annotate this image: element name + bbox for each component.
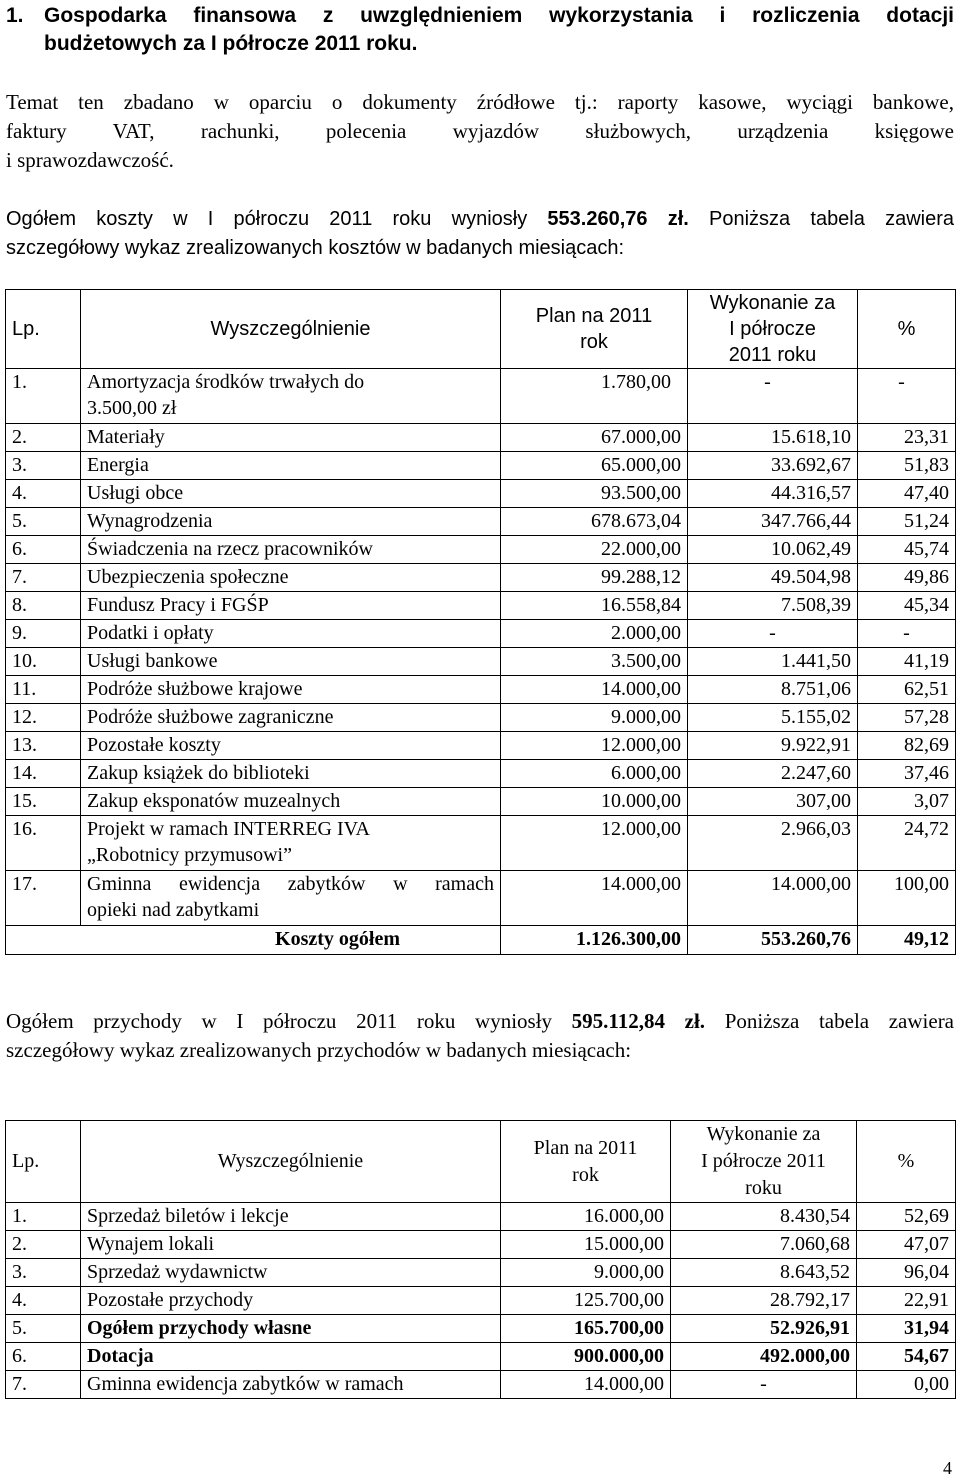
table-row	[6, 1259, 956, 1287]
row-plan: 10.000,00	[501, 788, 688, 816]
row-execution: 7.060,68	[671, 1231, 857, 1259]
row-number: 4.	[6, 1287, 81, 1315]
row-plan: 16.000,00	[501, 1203, 671, 1231]
header-percent: %	[857, 1121, 956, 1203]
row-execution: 8.643,52	[671, 1259, 857, 1287]
row-item-name: Podatki i opłaty	[81, 620, 501, 648]
table-row	[6, 732, 956, 760]
table-row	[6, 424, 956, 452]
row-plan: 22.000,00	[501, 536, 688, 564]
table-row	[6, 620, 956, 648]
row-percent: 24,72	[858, 816, 956, 871]
row-execution: 347.766,44	[688, 508, 858, 536]
table-row	[6, 1315, 956, 1343]
row-item-name: Dotacja	[81, 1343, 501, 1371]
row-number: 17.	[6, 871, 81, 926]
table-row	[6, 1371, 956, 1399]
row-execution: 7.508,39	[688, 592, 858, 620]
heading-line-2: budżetowych za I półrocze 2011 roku.	[44, 32, 418, 55]
row-execution: 9.922,91	[688, 732, 858, 760]
row-item-name: Gminna ewidencja zabytków w ramach	[81, 1371, 501, 1399]
row-execution: 15.618,10	[688, 424, 858, 452]
row-plan: 65.000,00	[501, 452, 688, 480]
heading-line-1: Gospodarka finansowa z uwzględnieniem wykorzystania i rozliczenia dotacji	[44, 4, 954, 27]
header-execution: Wykonanie za I półrocze 2011 roku	[671, 1121, 857, 1203]
header-plan: Plan na 2011 rok	[501, 290, 688, 369]
total-plan: 1.126.300,00	[501, 926, 688, 955]
row-number: 11.	[6, 676, 81, 704]
table-row	[6, 369, 956, 424]
row-plan: 14.000,00	[501, 871, 688, 926]
row-execution: 28.792,17	[671, 1287, 857, 1315]
row-item-name: Materiały	[81, 424, 501, 452]
row-percent: 41,19	[858, 648, 956, 676]
row-percent: 57,28	[858, 704, 956, 732]
row-plan: 14.000,00	[501, 676, 688, 704]
costs-table-header	[6, 290, 956, 369]
row-plan: 16.558,84	[501, 592, 688, 620]
row-number: 4.	[6, 480, 81, 508]
income-intro-line-2: szczegółowy wykaz zrealizowanych przychodów w badanych miesiącach:	[6, 1038, 632, 1062]
row-percent: 3,07	[858, 788, 956, 816]
intro-line-1: Temat ten zbadano w oparciu o dokumenty źródłowe tj.: raporty kasowe, wyciągi bankowe,	[6, 90, 954, 114]
row-plan: 125.700,00	[501, 1287, 671, 1315]
table-row	[6, 1343, 956, 1371]
row-percent: 82,69	[858, 732, 956, 760]
income-intro-pre: Ogółem przychody w I półroczu 2011 roku wyniosły	[6, 1009, 572, 1033]
costs-total-amount: 553.260,76 zł.	[547, 208, 689, 230]
row-item-name: Amortyzacja środków trwałych do 3.500,00 zł	[81, 369, 501, 424]
row-plan: 900.000,00	[501, 1343, 671, 1371]
row-execution: 14.000,00	[688, 871, 858, 926]
row-execution: 10.062,49	[688, 536, 858, 564]
row-item-name: Podróże służbowe zagraniczne	[81, 704, 501, 732]
row-item-name: Sprzedaż biletów i lekcje	[81, 1203, 501, 1231]
row-percent: 31,94	[857, 1315, 956, 1343]
table-row	[6, 1231, 956, 1259]
table-row	[6, 871, 956, 926]
header-execution: Wykonanie za I półrocze 2011 roku	[688, 290, 858, 369]
row-item-name: Sprzedaż wydawnictw	[81, 1259, 501, 1287]
row-number: 10.	[6, 648, 81, 676]
intro-paragraph	[6, 88, 954, 175]
row-number: 1.	[6, 1203, 81, 1231]
total-percent: 49,12	[858, 926, 956, 955]
income-table-header	[6, 1121, 956, 1203]
header-item: Wyszczególnienie	[81, 1121, 501, 1203]
costs-total-row	[6, 926, 956, 955]
row-execution: 2.247,60	[688, 760, 858, 788]
row-number: 7.	[6, 1371, 81, 1399]
row-execution: 492.000,00	[671, 1343, 857, 1371]
row-plan: 93.500,00	[501, 480, 688, 508]
row-plan: 12.000,00	[501, 732, 688, 760]
row-item-name: Podróże służbowe krajowe	[81, 676, 501, 704]
income-table	[5, 1120, 956, 1399]
income-total-amount: 595.112,84 zł.	[571, 1009, 706, 1033]
row-plan: 3.500,00	[501, 648, 688, 676]
row-execution: 2.966,03	[688, 816, 858, 871]
row-number: 5.	[6, 1315, 81, 1343]
row-percent: 96,04	[857, 1259, 956, 1287]
row-percent: 49,86	[858, 564, 956, 592]
row-number: 7.	[6, 564, 81, 592]
row-percent: 62,51	[858, 676, 956, 704]
row-percent: -	[858, 620, 956, 648]
section-number: 1.	[6, 4, 24, 27]
costs-table	[5, 289, 956, 955]
row-plan: 6.000,00	[501, 760, 688, 788]
row-percent: 22,91	[857, 1287, 956, 1315]
costs-intro-paragraph	[6, 205, 954, 263]
row-item-name: Usługi bankowe	[81, 648, 501, 676]
row-execution: 8.751,06	[688, 676, 858, 704]
row-plan: 14.000,00	[501, 1371, 671, 1399]
row-execution: 52.926,91	[671, 1315, 857, 1343]
header-lp: Lp.	[6, 1121, 81, 1203]
table-row	[6, 536, 956, 564]
table-row	[6, 760, 956, 788]
row-percent: 100,00	[858, 871, 956, 926]
table-row	[6, 676, 956, 704]
row-percent: 45,34	[858, 592, 956, 620]
row-percent: 47,40	[858, 480, 956, 508]
row-number: 16.	[6, 816, 81, 871]
row-number: 5.	[6, 508, 81, 536]
row-item-name: Usługi obce	[81, 480, 501, 508]
row-number: 6.	[6, 1343, 81, 1371]
table-row	[6, 1287, 956, 1315]
table-row	[6, 592, 956, 620]
row-execution: 44.316,57	[688, 480, 858, 508]
row-item-name: Wynajem lokali	[81, 1231, 501, 1259]
row-number: 13.	[6, 732, 81, 760]
row-percent: 52,69	[857, 1203, 956, 1231]
row-execution: -	[688, 620, 858, 648]
row-percent: 54,67	[857, 1343, 956, 1371]
row-execution: 8.430,54	[671, 1203, 857, 1231]
row-item-name: Projekt w ramach INTERREG IVA „Robotnicy przymusowi”	[81, 816, 501, 871]
row-plan: 12.000,00	[501, 816, 688, 871]
row-percent: 23,31	[858, 424, 956, 452]
row-number: 14.	[6, 760, 81, 788]
header-lp: Lp.	[6, 290, 81, 369]
row-percent: 51,83	[858, 452, 956, 480]
row-percent: 45,74	[858, 536, 956, 564]
row-plan: 15.000,00	[501, 1231, 671, 1259]
row-percent: -	[858, 369, 956, 424]
header-percent: %	[858, 290, 956, 369]
table-row	[6, 704, 956, 732]
row-execution: 307,00	[688, 788, 858, 816]
row-number: 3.	[6, 1259, 81, 1287]
table-row	[6, 1203, 956, 1231]
row-item-name: Pozostałe przychody	[81, 1287, 501, 1315]
row-percent: 51,24	[858, 508, 956, 536]
row-item-name: Pozostałe koszty	[81, 732, 501, 760]
row-number: 15.	[6, 788, 81, 816]
row-number: 3.	[6, 452, 81, 480]
total-execution: 553.260,76	[688, 926, 858, 955]
table-row	[6, 508, 956, 536]
row-percent: 0,00	[857, 1371, 956, 1399]
table-row	[6, 564, 956, 592]
table-row	[6, 788, 956, 816]
row-execution: -	[671, 1371, 857, 1399]
header-item: Wyszczególnienie	[81, 290, 501, 369]
row-number: 1.	[6, 369, 81, 424]
row-item-name: Świadczenia na rzecz pracowników	[81, 536, 501, 564]
row-item-name: Ogółem przychody własne	[81, 1315, 501, 1343]
row-item-name: Gminna ewidencja zabytków w ramach opieki nad zabytkami	[81, 871, 501, 926]
row-plan: 99.288,12	[501, 564, 688, 592]
table-row	[6, 816, 956, 871]
row-plan: 2.000,00	[501, 620, 688, 648]
costs-intro-pre: Ogółem koszty w I półroczu 2011 roku wyniosły	[6, 208, 548, 230]
row-percent: 47,07	[857, 1231, 956, 1259]
row-execution: 33.692,67	[688, 452, 858, 480]
row-plan: 9.000,00	[501, 1259, 671, 1287]
row-percent: 37,46	[858, 760, 956, 788]
row-plan: 678.673,04	[501, 508, 688, 536]
costs-intro-line-2: szczegółowy wykaz zrealizowanych kosztów w badanych miesiącach:	[6, 237, 625, 259]
section-heading	[6, 2, 954, 58]
income-intro-post: Poniższa tabela zawiera	[705, 1009, 955, 1033]
row-number: 9.	[6, 620, 81, 648]
row-execution: 49.504,98	[688, 564, 858, 592]
table-row	[6, 480, 956, 508]
income-intro-line-1	[6, 1007, 954, 1036]
intro-line-3: i sprawozdawczość.	[6, 148, 174, 172]
row-item-name: Wynagrodzenia	[81, 508, 501, 536]
intro-line-2: faktury VAT, rachunki, polecenia wyjazdów służbowych, urządzenia księgowe	[6, 119, 954, 143]
costs-intro-line-1	[6, 205, 954, 234]
row-item-name: Zakup eksponatów muzealnych	[81, 788, 501, 816]
income-intro-paragraph	[6, 1007, 954, 1065]
row-number: 8.	[6, 592, 81, 620]
row-plan: 67.000,00	[501, 424, 688, 452]
row-execution: 5.155,02	[688, 704, 858, 732]
row-execution: -	[688, 369, 858, 424]
table-row	[6, 452, 956, 480]
row-item-name: Ubezpieczenia społeczne	[81, 564, 501, 592]
page-number: 4	[943, 1458, 952, 1478]
row-number: 2.	[6, 424, 81, 452]
row-item-name: Energia	[81, 452, 501, 480]
header-plan: Plan na 2011 rok	[501, 1121, 671, 1203]
row-plan: 9.000,00	[501, 704, 688, 732]
row-number: 12.	[6, 704, 81, 732]
row-plan: 1.780,00	[501, 369, 688, 424]
table-row	[6, 648, 956, 676]
row-plan: 165.700,00	[501, 1315, 671, 1343]
row-number: 6.	[6, 536, 81, 564]
total-label: Koszty ogółem	[6, 926, 501, 955]
row-execution: 1.441,50	[688, 648, 858, 676]
costs-intro-post: Poniższa tabela zawiera	[688, 208, 954, 230]
row-item-name: Zakup książek do biblioteki	[81, 760, 501, 788]
row-item-name: Fundusz Pracy i FGŚP	[81, 592, 501, 620]
row-number: 2.	[6, 1231, 81, 1259]
